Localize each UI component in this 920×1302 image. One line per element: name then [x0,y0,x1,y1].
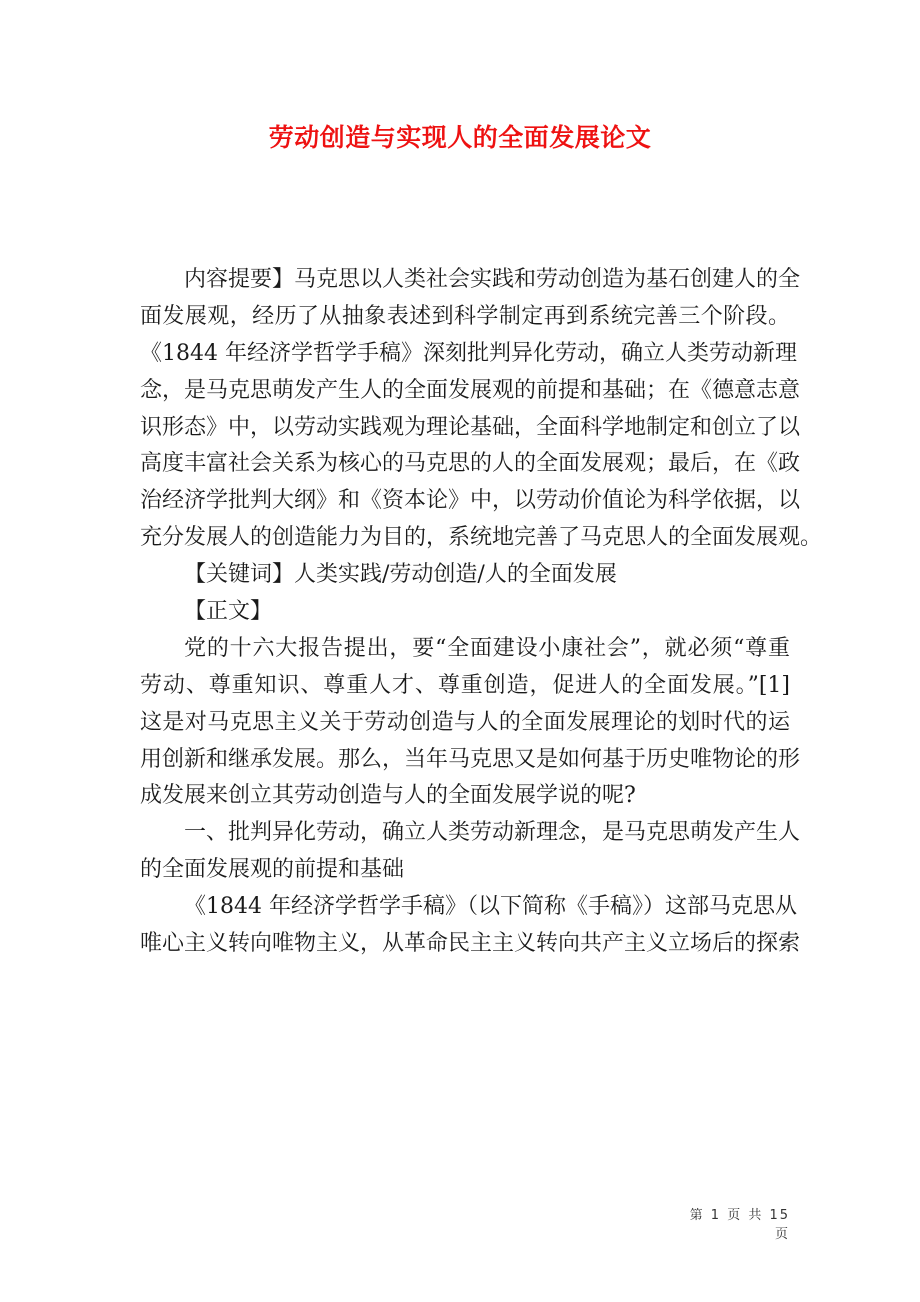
section-line: 《1844 年经济学哲学手稿》（以下简称《手稿》）这部马克思从 [184,894,797,920]
abstract-line: 识形态》中，以劳动实践观为理论基础，全面科学地制定和创立了以 [140,414,801,440]
section-1-heading [140,815,801,889]
section-line: 唯心主义转向唯物主义，从革命民主主义转向共产主义立场后的探索 [140,931,801,957]
abstract-line: 念，是马克思萌发产生人的全面发展观的前提和基础；在《德意志意 [140,377,801,403]
intro-line: 党的十六大报告提出，要“全面建设小康社会”，就必须“尊重 [184,635,790,661]
abstract-line: 《1844 年经济学哲学手稿》深刻批判异化劳动，确立人类劳动新理 [140,340,797,366]
section-heading-line: 一、批判异化劳动，确立人类劳动新理念，是马克思萌发产生人 [184,820,801,846]
intro-line: 劳动、尊重知识、尊重人才、尊重创造，促进人的全面发展。”[1] [140,672,790,698]
abstract-line: 面发展观，经历了从抽象表述到科学制定再到系统完善三个阶段。 [140,303,790,329]
intro-line: 成发展来创立其劳动创造与人的全面发展学说的呢? [140,783,636,809]
section-1-paragraph [140,889,801,963]
abstract-line: 高度丰富社会关系为核心的马克思的人的全面发展观；最后，在《政 [140,451,801,477]
intro-line: 这是对马克思主义关于劳动创造与人的全面发展理论的划时代的运 [140,709,790,735]
intro-line: 用创新和继承发展。那么，当年马克思又是如何基于历史唯物论的形 [140,746,801,772]
section-heading-line: 的全面发展观的前提和基础 [140,857,405,883]
body-heading: 【正文】 [184,599,273,625]
document-title: 劳动创造与实现人的全面发展论文 [268,123,652,152]
keywords-line: 【关键词】人类实践/劳动创造/人的全面发展 [184,562,617,588]
abstract-line: 治经济学批判大纲》和《资本论》中，以劳动价值论为科学依据，以 [140,488,801,514]
abstract-paragraph [140,262,823,557]
abstract-line: 内容提要】马克思以人类社会实践和劳动创造为基石创建人的全 [184,267,801,292]
page-indicator: 第 1 页 共 15 页 [689,1208,790,1242]
abstract-line: 充分发展人的创造能力为目的，系统地完善了马克思人的全面发展观。 [140,525,823,551]
document-body [140,262,823,963]
intro-paragraph [140,631,801,815]
